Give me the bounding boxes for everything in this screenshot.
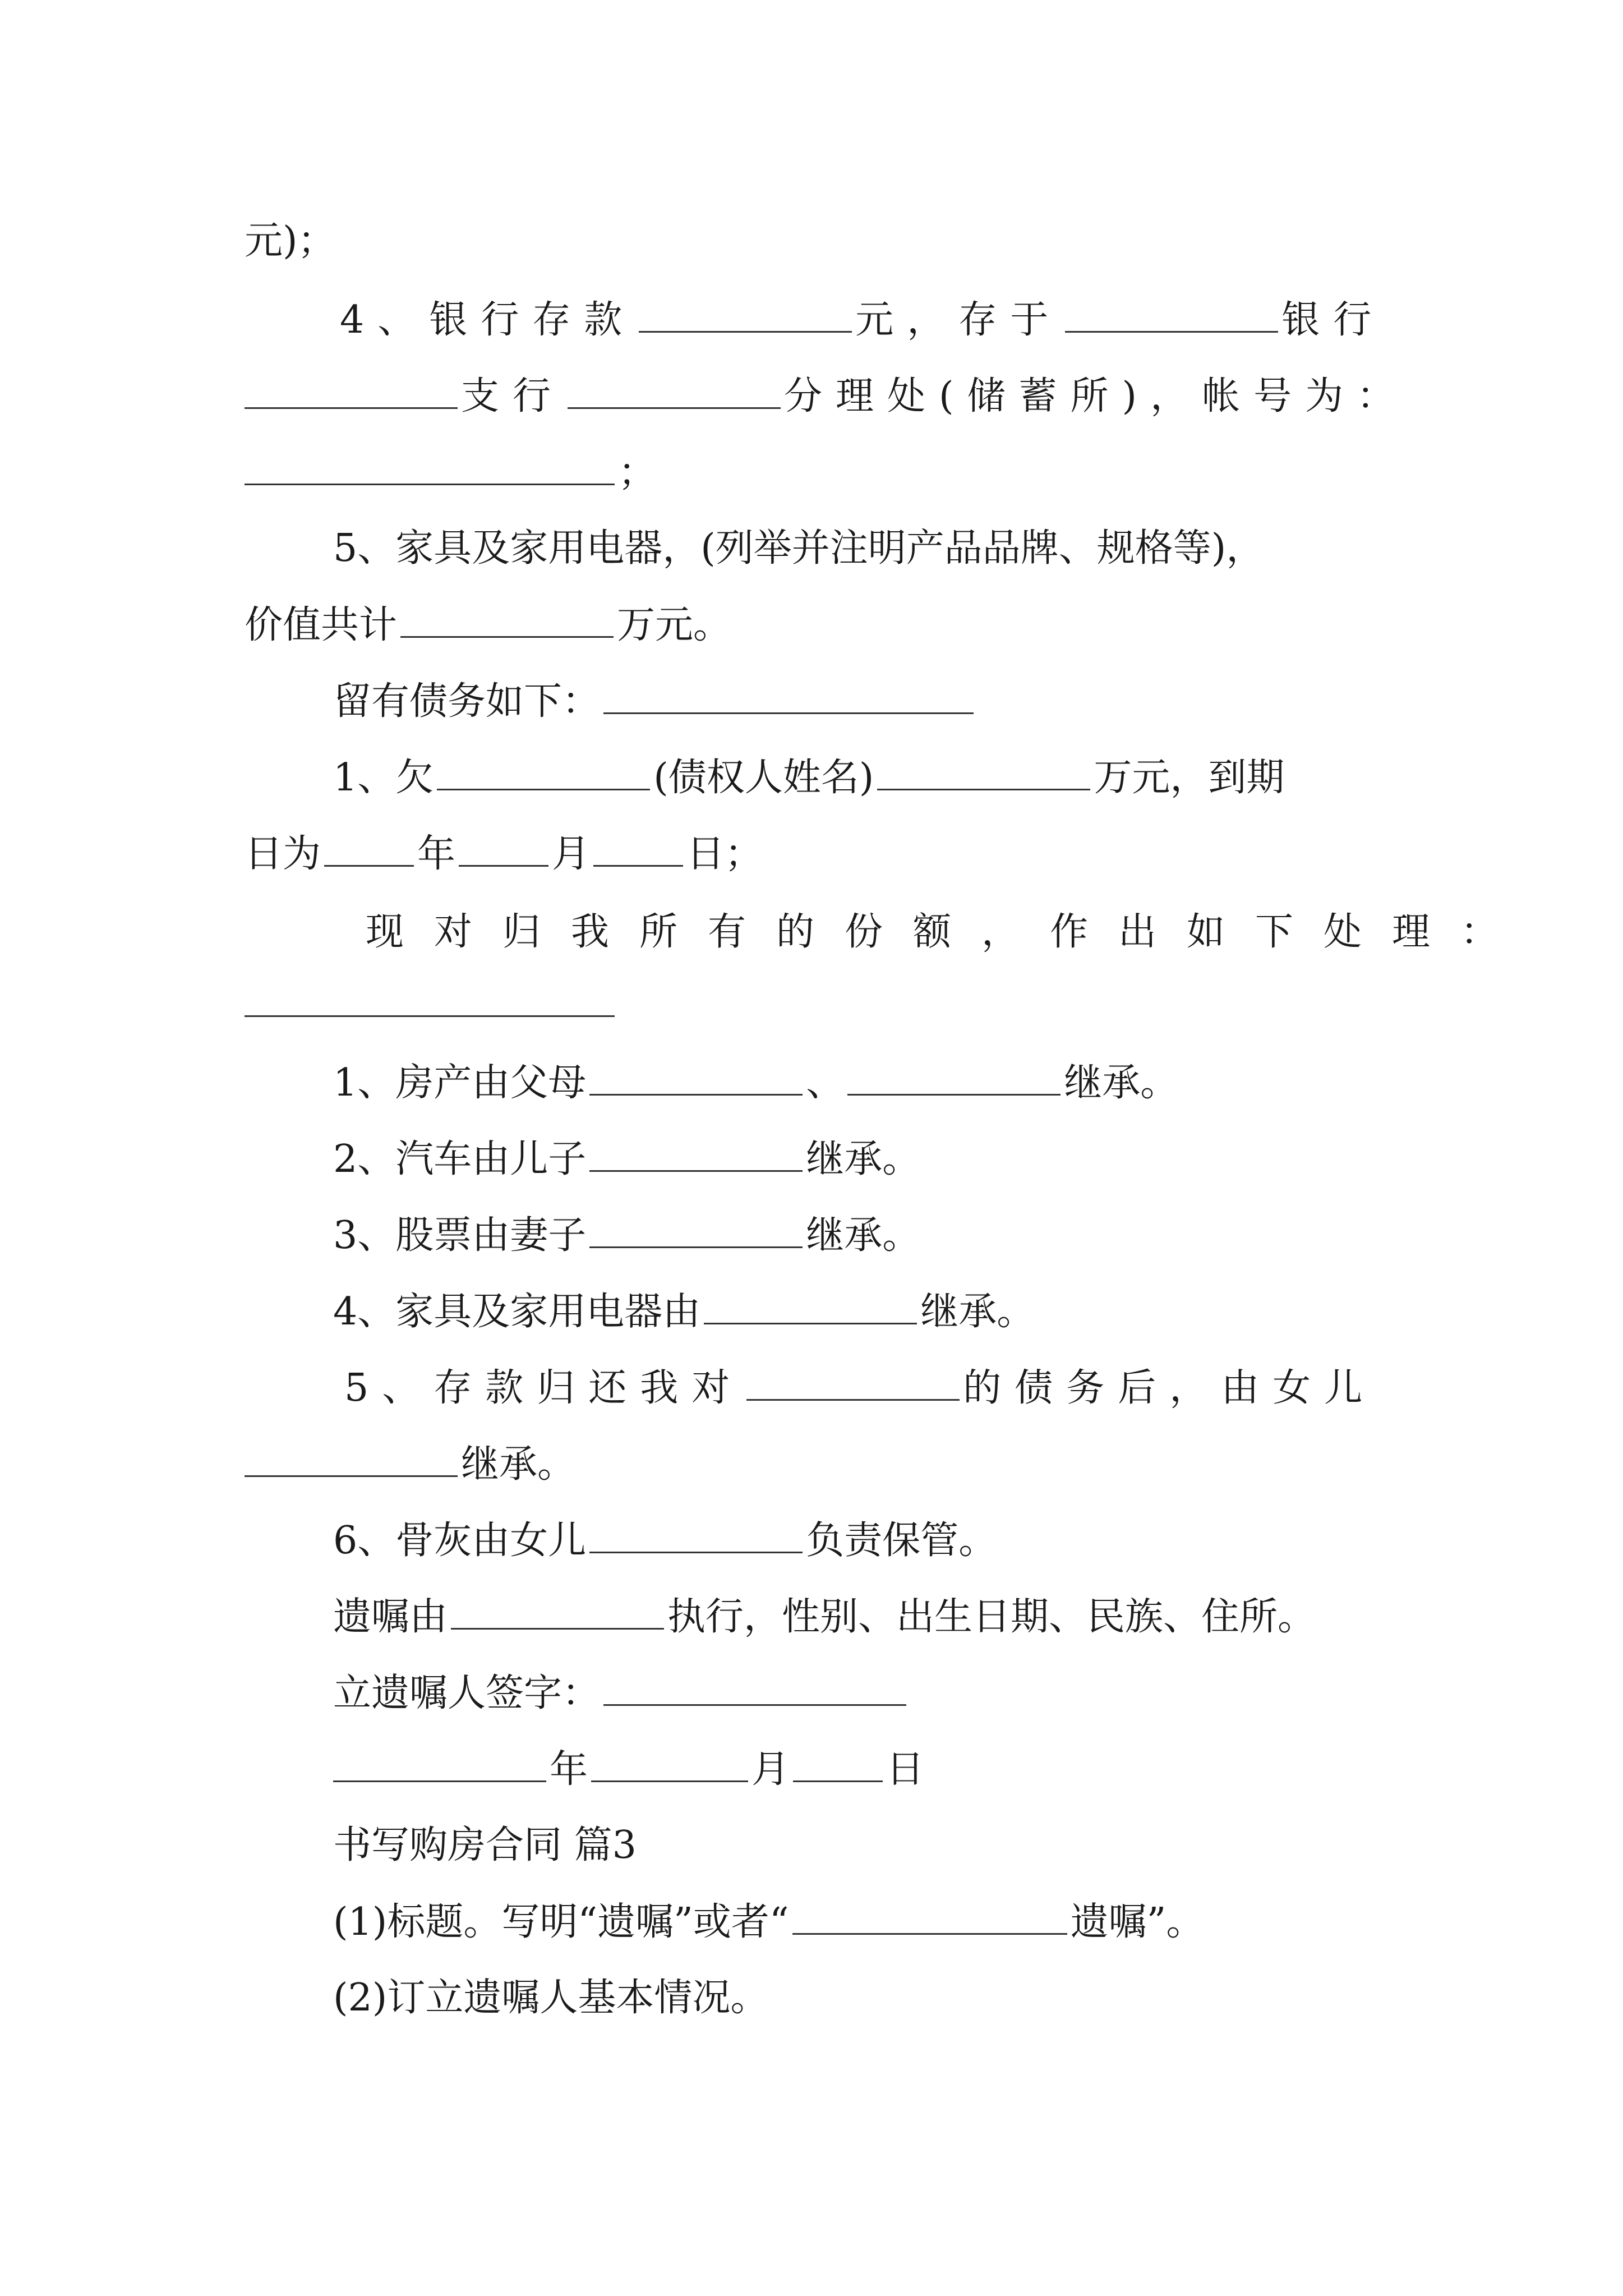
blank-field[interactable] [593, 826, 683, 867]
text-segment: 元)； [245, 219, 336, 263]
text-segment: (债权人姓名) [653, 756, 874, 800]
text-segment: 立遗嘱人签字： [333, 1671, 601, 1715]
text-segment: 的债务后，由女儿 [963, 1366, 1376, 1410]
text-segment: 价值共计 [245, 603, 398, 647]
blank-field[interactable] [792, 1894, 1067, 1935]
text-line [333, 1512, 997, 1568]
text-segment: 月 [552, 832, 591, 876]
text-segment: ； [618, 450, 657, 495]
text-line [245, 826, 763, 882]
blank-field[interactable] [245, 976, 615, 1017]
text-segment: 年 [417, 832, 456, 876]
text-segment: 遗嘱由 [333, 1595, 448, 1639]
blank-field[interactable] [847, 1055, 1061, 1096]
blank-field[interactable] [591, 1741, 748, 1782]
blank-field[interactable] [437, 749, 650, 790]
text-segment: 5、家具及家用电器，(列举并注明产品品牌、规格等)， [333, 526, 1265, 570]
text-line [245, 368, 1408, 424]
blank-field[interactable] [746, 1360, 960, 1401]
text-segment: 继承。 [461, 1442, 576, 1487]
text-line [245, 597, 731, 653]
blank-field[interactable] [245, 1436, 458, 1477]
blank-field[interactable] [245, 368, 458, 409]
blank-field[interactable] [324, 826, 414, 867]
text-line [333, 673, 977, 729]
text-segment: 5、存款归还我对 [344, 1366, 744, 1410]
blank-field[interactable] [877, 749, 1090, 790]
text-segment: 继承。 [806, 1137, 921, 1181]
blank-field[interactable] [589, 1207, 803, 1248]
text-line [245, 1436, 575, 1492]
blank-field[interactable] [1065, 292, 1278, 333]
blank-field[interactable] [400, 597, 614, 638]
text-segment: 继承。 [1064, 1061, 1179, 1105]
blank-field[interactable] [589, 1512, 803, 1553]
blank-field[interactable] [245, 444, 615, 485]
text-segment: 1、欠 [333, 756, 434, 800]
text-line [333, 1131, 920, 1187]
text-segment: 、 [806, 1061, 845, 1105]
text-segment: 日 [886, 1747, 925, 1792]
text-line [333, 1818, 637, 1874]
text-line [333, 1283, 1035, 1340]
text-segment: 执行，性别、出生日期、民族、住所。 [667, 1595, 1316, 1639]
text-segment: 万元，到期 [1094, 756, 1285, 800]
text-line [333, 1741, 924, 1797]
text-line [333, 749, 1284, 806]
blank-field[interactable] [639, 292, 852, 333]
text-segment: 4、银行存款 [340, 298, 636, 342]
text-segment: 4、家具及家用电器由 [333, 1290, 701, 1334]
text-segment: 1、房产由父母 [333, 1061, 587, 1105]
blank-field[interactable] [793, 1741, 883, 1782]
blank-field[interactable] [451, 1589, 664, 1630]
text-segment: 负责保管。 [806, 1519, 997, 1563]
blank-field[interactable] [568, 368, 781, 409]
text-segment: 年 [550, 1747, 588, 1792]
text-segment: 分理处(储蓄所)，帐号为： [784, 374, 1409, 418]
text-line [333, 521, 1264, 577]
text-segment: (2)订立遗嘱人基本情况。 [333, 1976, 769, 2020]
text-segment: 继承。 [920, 1290, 1035, 1334]
text-segment: 支行 [461, 374, 565, 418]
text-line [340, 292, 1385, 348]
blank-field[interactable] [704, 1283, 917, 1324]
text-line [245, 213, 336, 269]
text-segment: 月 [751, 1747, 790, 1792]
text-line [333, 1207, 920, 1263]
text-line [344, 1360, 1376, 1416]
text-line [333, 1970, 768, 2026]
text-segment: 日为 [245, 832, 321, 876]
text-segment: 6、骨灰由女儿 [333, 1519, 587, 1563]
text-segment: 书写购房合同 篇3 [333, 1823, 637, 1867]
text-segment: 2、汽车由儿子 [333, 1137, 587, 1181]
text-line [333, 1894, 1204, 1950]
text-segment: 万元。 [617, 603, 732, 647]
text-segment: 遗嘱”。 [1070, 1900, 1205, 1944]
text-segment: 3、股票由妻子 [333, 1213, 587, 1258]
blank-field[interactable] [589, 1055, 803, 1096]
text-segment: 继承。 [806, 1213, 921, 1258]
text-line [333, 1055, 1178, 1111]
blank-field[interactable] [603, 673, 974, 714]
text-line [245, 976, 618, 1032]
blank-field[interactable] [603, 1665, 906, 1706]
text-segment: 元，存于 [855, 298, 1062, 342]
text-line [245, 444, 656, 500]
text-segment: 日； [686, 832, 763, 876]
text-segment: (1)标题。写明“遗嘱”或者“ [333, 1900, 789, 1944]
text-line [366, 904, 1529, 960]
text-segment: 现对归我所有的份额，作出如下处理： [366, 910, 1529, 954]
text-line [333, 1665, 910, 1721]
text-segment: 留有债务如下： [333, 679, 601, 724]
text-line [333, 1589, 1316, 1645]
text-segment: 银行 [1281, 298, 1385, 342]
blank-field[interactable] [459, 826, 548, 867]
blank-field[interactable] [333, 1741, 546, 1782]
blank-field[interactable] [589, 1131, 803, 1172]
